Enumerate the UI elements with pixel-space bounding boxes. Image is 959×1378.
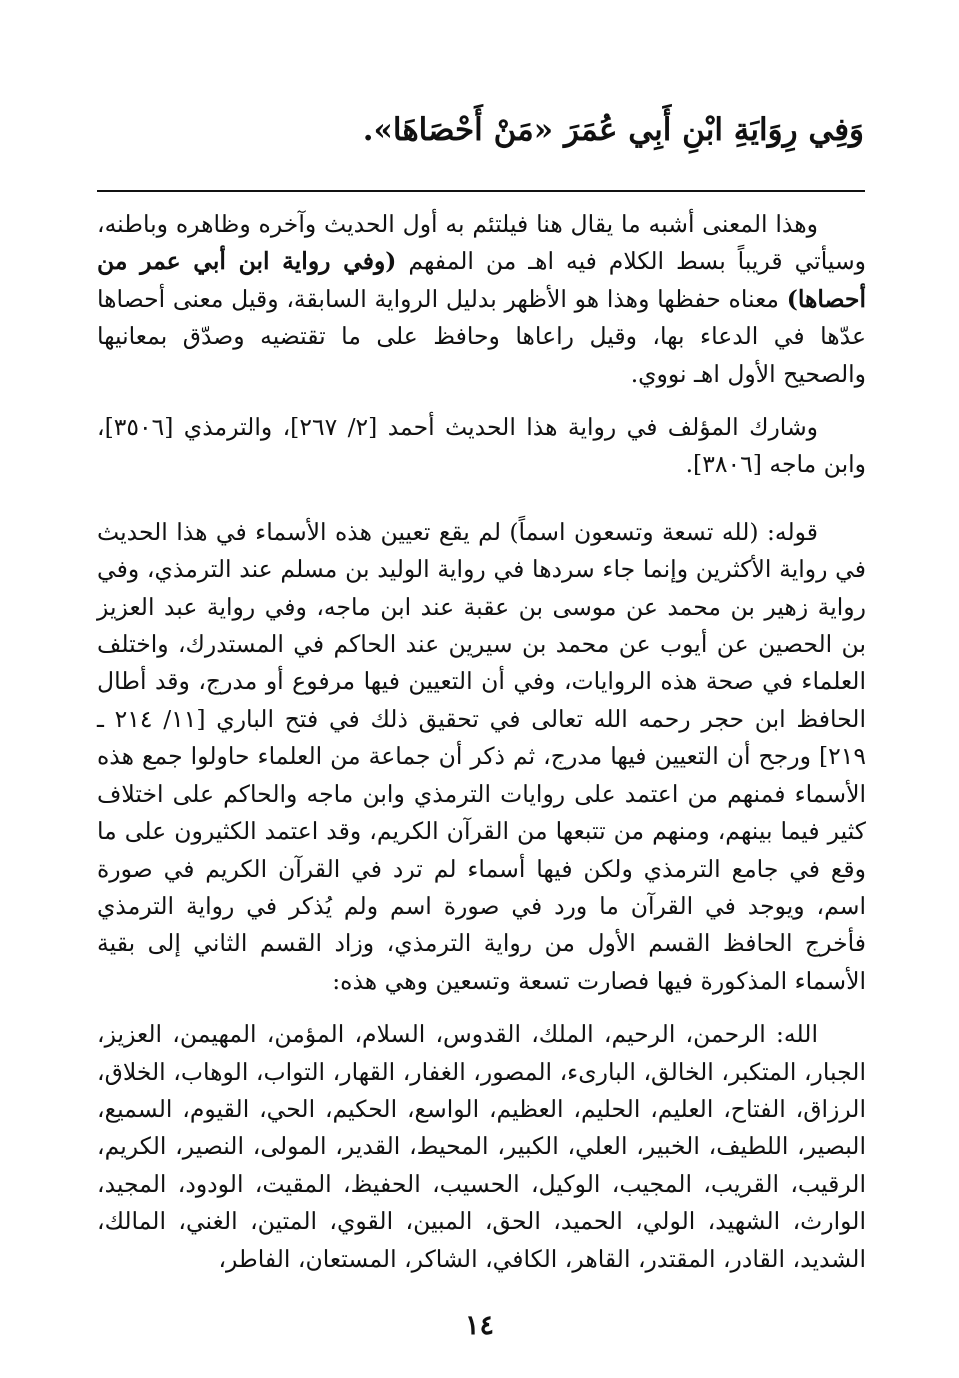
commentary-paragraph-3: قوله: (لله تسعة وتسعون اسماً) لم يقع تعيين هذه الأسماء في هذا الحديث في رواية الأكثرين وإنما جاء سردها في رواية الوليد بن مسلم عند الترمذي، وفي رواية زهير بن محمد عن موسى بن عقبة عند ابن ماجه، وفي رواية عبد العزيز بن الحصين عن أيوب عن محمد بن سيرين عند الحاكم في المستدرك، واختلف العلماء في صحة هذه الروايات، وفي أن التعيين فيها مرفوع أو مدرج، وقد أطال الحافظ ابن حجر رحمه الله تعالى في تحقيق ذلك في فتح الباري [١١/ ٢١٤ ـ ٢١٩] ورجح أن التعيين فيها مدرج، ثم ذكر أن جماعة من العلماء حاولوا جمع هذه الأسماء فمنهم من اعتمد على روايات الترمذي وابن ماجه والحاكم على اختلاف كثير فيما بينهم، ومنهم من تتبعها من القرآن الكريم، وقد اعتمد الكثيرون على ما وقع في جامع الترمذي ولكن فيها أسماء لم ترد في القرآن الكريم في صورة اسم، ويوجد في القرآن ما ورد في صورة اسم ولم يُذكر في رواية الترمذي فأخرج الحافظ القسم الأول من رواية الترمذي، وزاد القسم الثاني إلى بقية الأسماء المذكورة فيها فصارت تسعة وتسعين وهي هذه: <box>97 517 866 995</box>
names-list-paragraph: الله: الرحمن، الرحيم، الملك، القدوس، السلام، المؤمن، المهيمن، العزيز، الجبار، المتكبر، الخالق، البارىء، المصور، الغفار، القهار، التواب، الوهاب، الخلاق، الرزاق، الفتاح، العليم، الحليم، العظيم، الواسع، الحكيم، الحي، القيوم، السميع، البصير، اللطيف، الخبير، العلي، الكبير، المحيط، القدير، المولى، النصير، الكريم، الرقيب، القريب، المجيب، الوكيل، الحسيب، الحفيظ، المقيت، الودود، المجيد، الوارث، الشهيد، الولي، الحميد، الحق، المبين، القوي، المتين، الغني، المالك، الشديد، القادر، المقتدر، القاهر، الكافي، الشاكر، المستعان، الفاطر، <box>97 1020 866 1273</box>
commentary-paragraph-2: وشارك المؤلف في رواية هذا الحديث أحمد [٢/ ٢٦٧]، والترمذي [٣٥٠٦]، وابن ماجه [٣٨٠٦]. <box>97 413 866 479</box>
page-number: ١٤ <box>464 1310 494 1341</box>
paragraph-1-text-before: وهذا المعنى أشبه ما يقال هنا فيلتئم به أول الحديث وآخره وظاهره وباطنه، وسيأتي قريباً بسط الكلام فيه اهـ من المفهم <box>97 210 866 276</box>
hadith-heading: وَفِي رِوَايَةِ ابْنِ أَبِي عُمَرَ «مَنْ أَحْصَاهَا». <box>362 112 864 148</box>
separator-rule <box>97 190 865 192</box>
commentary-body <box>97 206 866 1278</box>
paragraph-1-bold-quote: (وفي رواية ابن أبي عمر من أحصاها) <box>97 247 866 313</box>
commentary-paragraph-1 <box>97 206 866 393</box>
paragraph-1-text-after: معناه حفظها وهذا هو الأظهر بدليل الرواية السابقة، وقيل معنى أحصاها عدّها في الدعاء بها، وقيل راعاها وحافظ على ما تقتضيه وصدّق بمعانيها والصحيح الأول اهـ نووي. <box>97 284 866 388</box>
